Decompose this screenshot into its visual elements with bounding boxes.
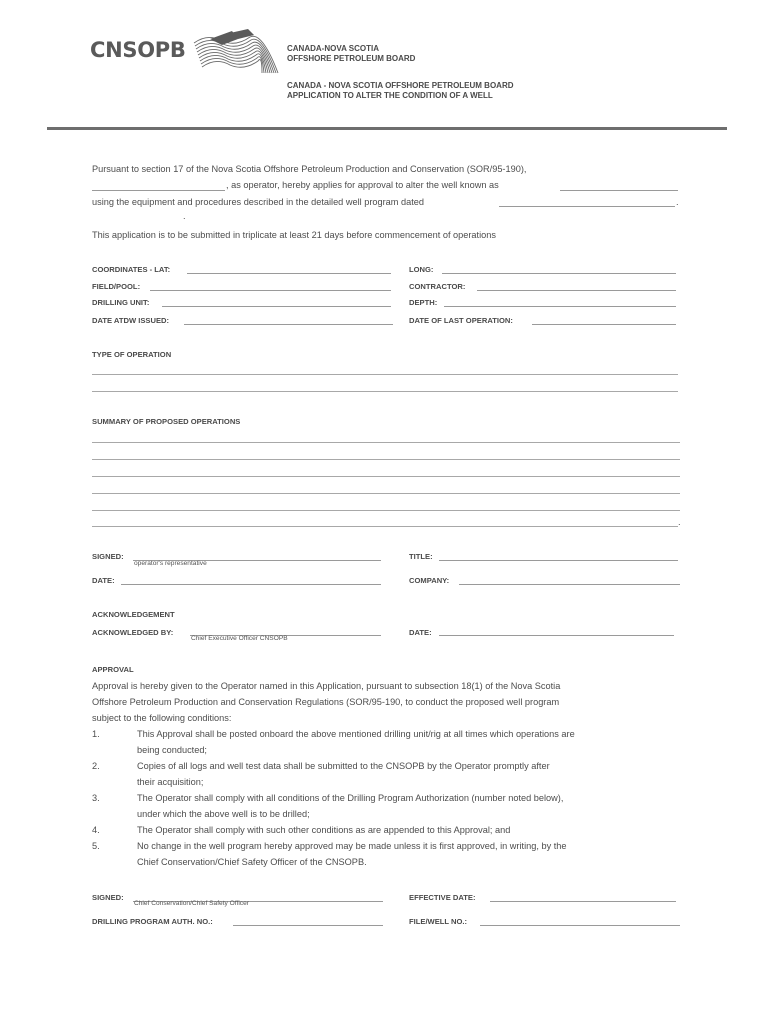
dpa-no-label: DRILLING PROGRAM AUTH. NO.:: [92, 917, 213, 926]
condition-number: 2.: [92, 761, 100, 771]
intro-line3: using the equipment and procedures described in the detailed well program dated: [92, 197, 424, 207]
field-pool-field[interactable]: [150, 290, 391, 291]
date-atdw-field[interactable]: [184, 324, 393, 325]
intro-line2: , as operator, hereby applies for approval to alter the well known as: [226, 180, 499, 190]
summary-line[interactable]: [92, 526, 678, 527]
condition-number: 1.: [92, 729, 100, 739]
field-pool-label: FIELD/POOL:: [92, 282, 141, 291]
condition-number: 3.: [92, 793, 100, 803]
depth-field[interactable]: [444, 306, 676, 307]
approval-para-line1: Approval is hereby given to the Operator named in this Application, pursuant to subsection 18(1) of the Nova Scotia: [92, 681, 561, 691]
acknowledgement-heading: ACKNOWLEDGEMENT: [92, 610, 175, 619]
long-label: LONG:: [409, 265, 434, 274]
date-field[interactable]: [121, 584, 381, 585]
coordinates-lat-label: COORDINATES - LAT:: [92, 265, 171, 274]
intro-line3-end: .: [676, 197, 679, 207]
file-well-no-field[interactable]: [480, 925, 680, 926]
triplicate-note: This application is to be submitted in triplicate at least 21 days before commencement of operations: [92, 230, 496, 240]
type-of-operation-line[interactable]: [92, 391, 678, 392]
summary-line[interactable]: [92, 510, 680, 511]
summary-line[interactable]: [92, 442, 680, 443]
operator-rep-caption: operator's representative: [134, 560, 207, 567]
condition-text: This Approval shall be posted onboard the above mentioned drilling unit/rig at all times which operations are: [137, 729, 575, 739]
program-date-field[interactable]: [499, 206, 675, 207]
officer-caption: Chief Conservation/Chief Safety Officer: [134, 900, 249, 907]
effective-date-field[interactable]: [490, 901, 676, 902]
title-label: TITLE:: [409, 552, 433, 561]
summary-line[interactable]: [92, 476, 680, 477]
condition-text: The Operator shall comply with such other conditions as are appended to this Approval; and: [137, 825, 511, 835]
date-last-op-label: DATE OF LAST OPERATION:: [409, 316, 513, 325]
drilling-unit-field[interactable]: [162, 306, 391, 307]
condition-text: their acquisition;: [137, 777, 204, 787]
intro-dot: .: [183, 211, 186, 221]
type-of-operation-heading: TYPE OF OPERATION: [92, 350, 172, 359]
ack-date-field[interactable]: [439, 635, 674, 636]
condition-number: 4.: [92, 825, 100, 835]
summary-line[interactable]: [92, 459, 680, 460]
logo-text: CNSOPB: [90, 38, 186, 62]
depth-label: DEPTH:: [409, 298, 438, 307]
long-field[interactable]: [442, 273, 676, 274]
summary-heading: SUMMARY OF PROPOSED OPERATIONS: [92, 417, 241, 426]
approval-para-line2: Offshore Petroleum Production and Conservation Regulations (SOR/95-190, to conduct the proposed well program: [92, 697, 560, 707]
title-field[interactable]: [439, 560, 678, 561]
condition-text: under which the above well is to be drilled;: [137, 809, 310, 819]
ceo-caption: Chief Executive Officer CNSOPB: [191, 635, 288, 642]
condition-text: The Operator shall comply with all conditions of the Drilling Program Authorization (number noted below),: [137, 793, 564, 803]
form-title-line1: CANADA - NOVA SCOTIA OFFSHORE PETROLEUM BOARD: [287, 81, 514, 90]
date-atdw-label: DATE ATDW ISSUED:: [92, 316, 170, 325]
date-label: DATE:: [92, 576, 115, 585]
company-field[interactable]: [459, 584, 680, 585]
effective-date-label: EFFECTIVE DATE:: [409, 893, 476, 902]
contractor-field[interactable]: [477, 290, 676, 291]
form-title-line2: APPLICATION TO ALTER THE CONDITION OF A WELL: [287, 91, 493, 100]
drilling-unit-label: DRILLING UNIT:: [92, 298, 150, 307]
header-divider: [47, 127, 727, 130]
org-name-line1: CANADA-NOVA SCOTIA: [287, 44, 379, 53]
date-last-op-field[interactable]: [532, 324, 676, 325]
coordinates-lat-field[interactable]: [187, 273, 391, 274]
signed-label: SIGNED:: [92, 552, 124, 561]
well-name-field[interactable]: [560, 190, 678, 191]
approval-heading: APPROVAL: [92, 665, 134, 674]
summary-end: .: [678, 517, 681, 527]
type-of-operation-line[interactable]: [92, 374, 678, 375]
condition-text: being conducted;: [137, 745, 207, 755]
condition-text: Chief Conservation/Chief Safety Officer of the CNSOPB.: [137, 857, 367, 867]
file-well-no-label: FILE/WELL NO.:: [409, 917, 468, 926]
dpa-no-field[interactable]: [233, 925, 383, 926]
approval-para-line3: subject to the following conditions:: [92, 713, 232, 723]
cnsopb-logo-icon: [192, 29, 284, 79]
intro-line1: Pursuant to section 17 of the Nova Scotia Offshore Petroleum Production and Conservation (SOR/95-190),: [92, 164, 527, 174]
condition-number: 5.: [92, 841, 100, 851]
org-name-line2: OFFSHORE PETROLEUM BOARD: [287, 54, 416, 63]
condition-text: No change in the well program hereby approved may be made unless it is first approved, in writing, by the: [137, 841, 567, 851]
company-label: COMPANY:: [409, 576, 450, 585]
summary-line[interactable]: [92, 493, 680, 494]
contractor-label: CONTRACTOR:: [409, 282, 466, 291]
condition-text: Copies of all logs and well test data shall be submitted to the CNSOPB by the Operator promptly after: [137, 761, 550, 771]
ack-by-label: ACKNOWLEDGED BY:: [92, 628, 174, 637]
final-signed-label: SIGNED:: [92, 893, 124, 902]
operator-name-field[interactable]: [92, 190, 225, 191]
ack-date-label: DATE:: [409, 628, 432, 637]
